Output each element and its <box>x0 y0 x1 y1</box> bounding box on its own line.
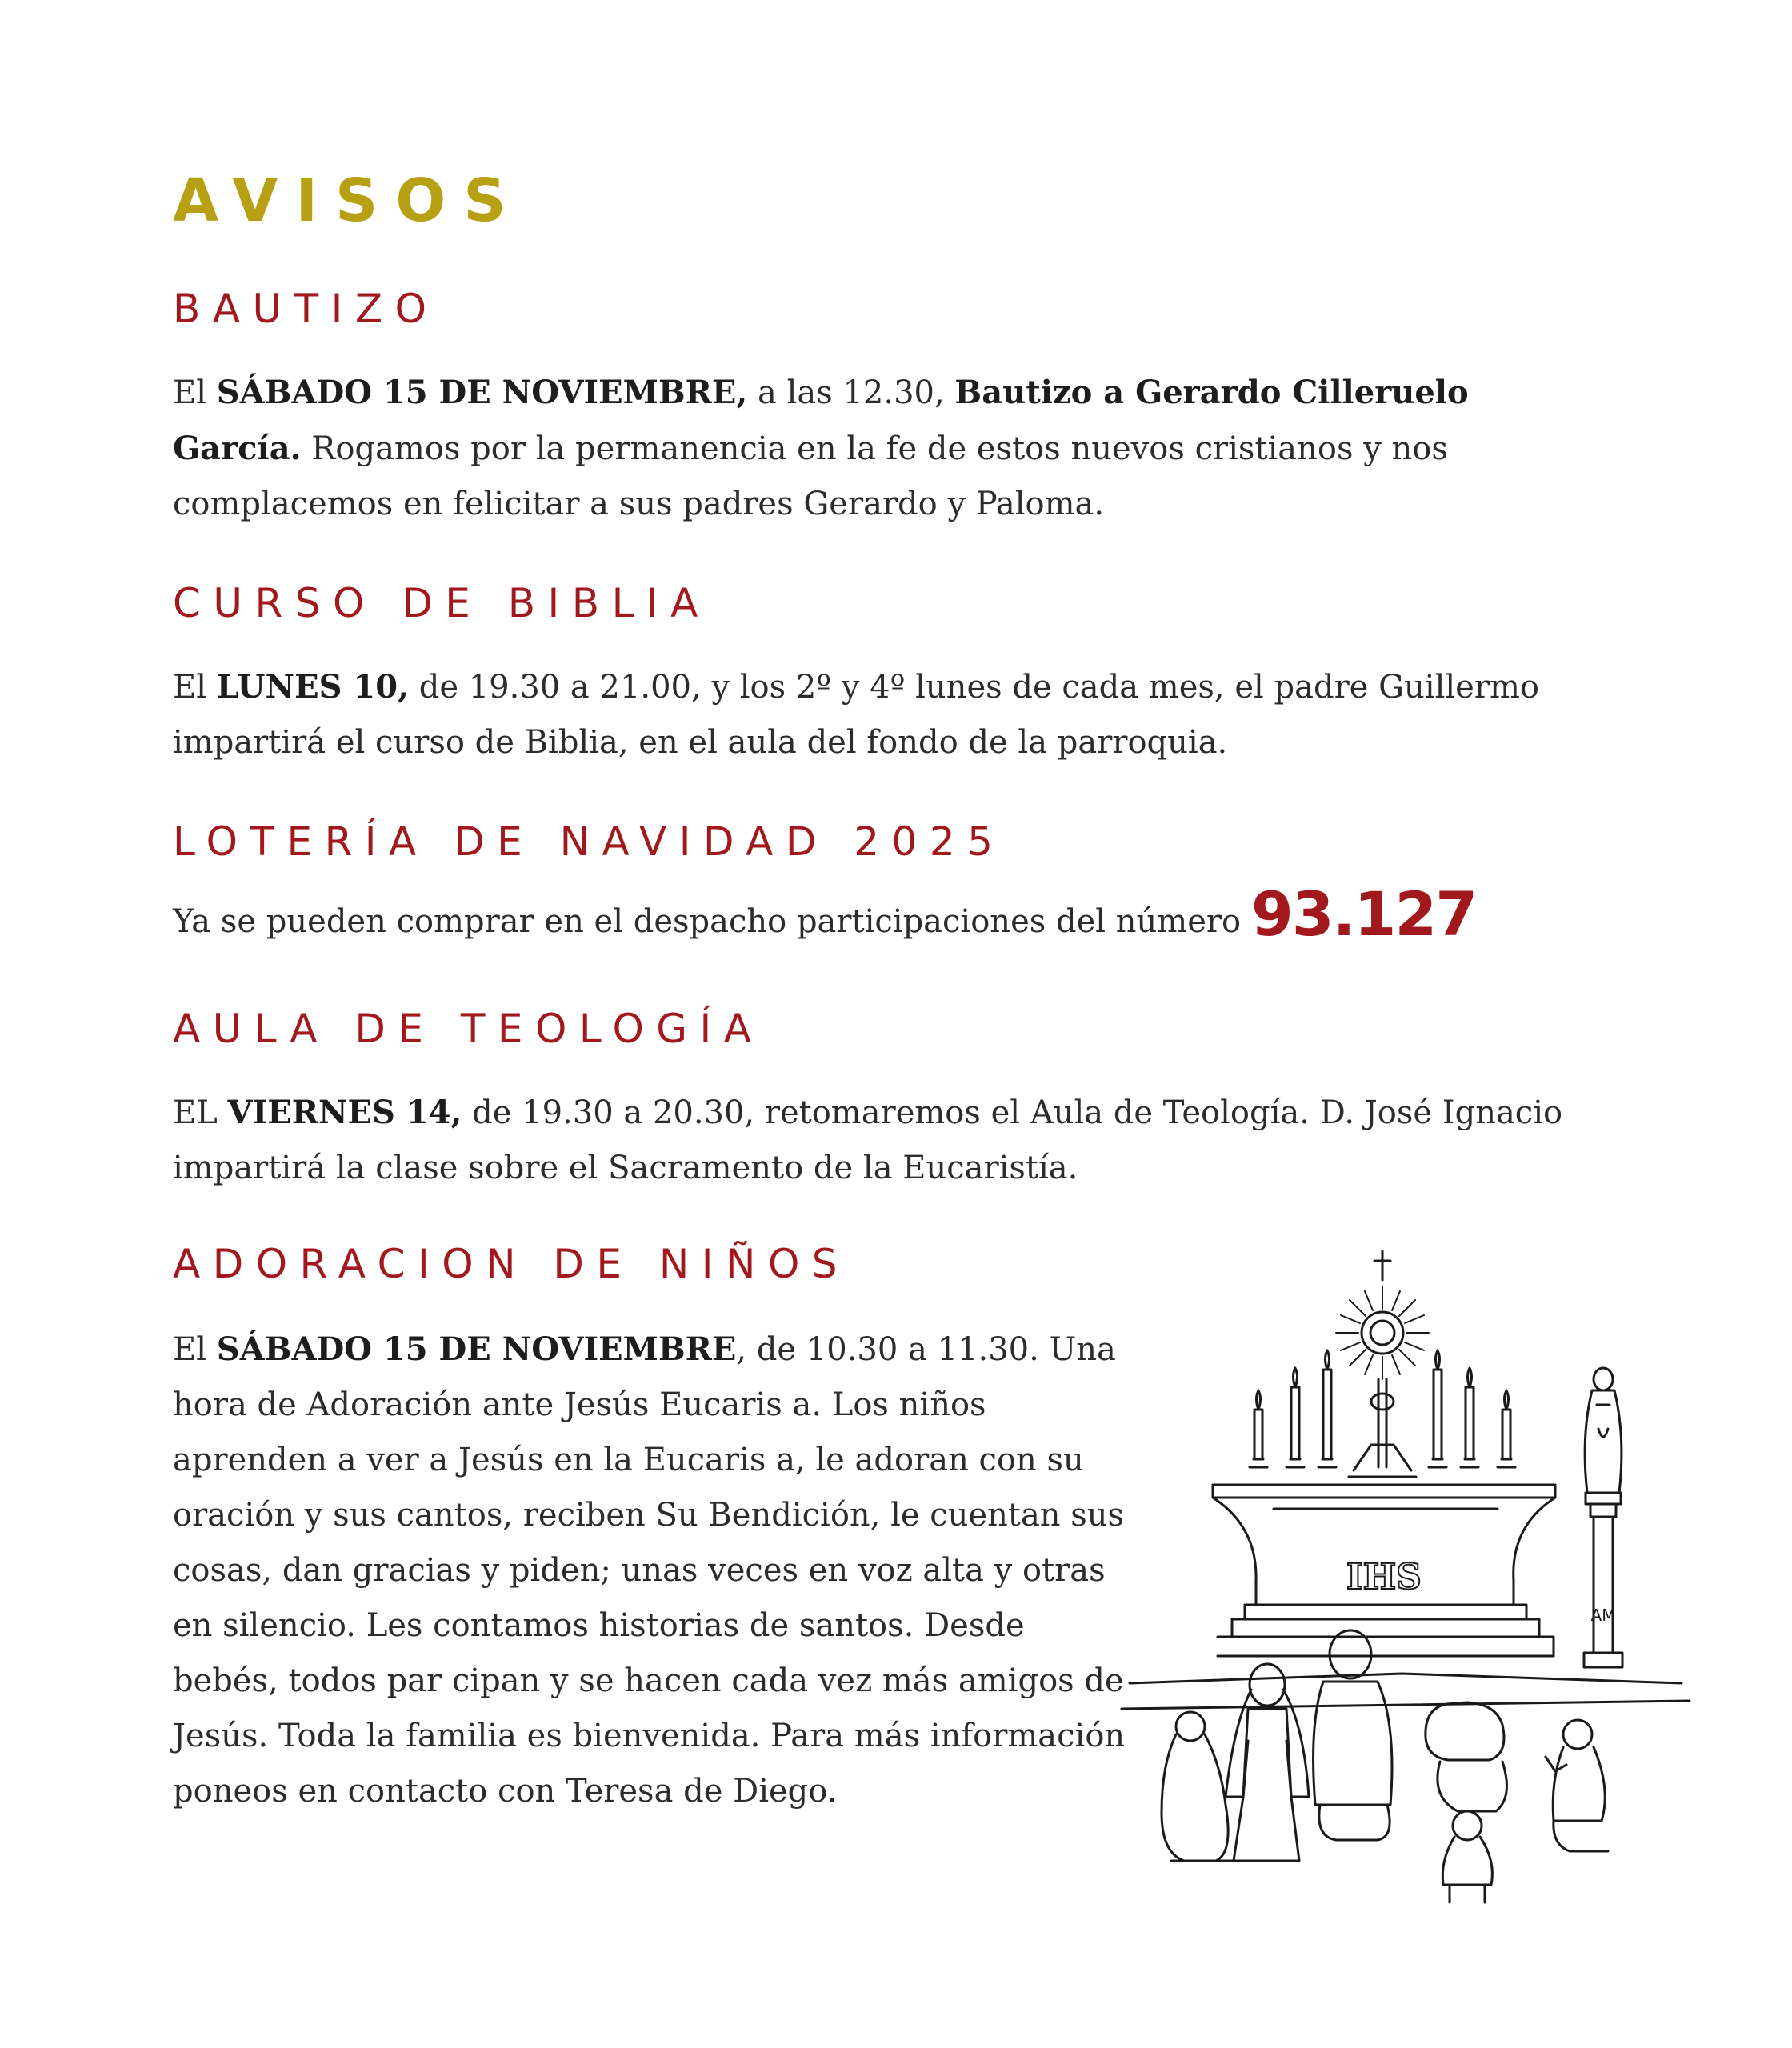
aula-text-1: EL <box>173 1094 228 1131</box>
paragraph-curso-biblia <box>173 659 1597 770</box>
adoracion-text-2: , de 10.30 a 11.30. Una hora de Adoración ante Jesús Eucaris a. Los niños aprenden a ver a Jesús en la Eucaris a, le adoran con su oración y sus cantos, reciben Su Bendición, le cuentan sus cosas, dan gracias y piden; unas veces en voz alta y otras en silencio. Les contamos historias de santos. Desde bebés, todos par cipan y se hacen cada vez más amigos de Jesús. Toda la familia es bienvenida. Para más información poneos en contacto con Teresa de Diego. <box>173 1331 1126 1810</box>
heading-curso-biblia: CURSO DE BIBLIA <box>173 580 710 626</box>
bautizo-text-3: Rogamos por la permanencia en la fe de estos nuevos cristianos y nos complacemos en felicitar a sus padres Gerardo y Paloma. <box>173 430 1448 522</box>
bautizo-text-1: El <box>173 374 217 411</box>
lottery-number: 93.127 <box>1250 878 1477 950</box>
bautizo-text-2: a las 12.30, <box>747 374 955 411</box>
heading-adoracion: ADORACION DE NIÑOS <box>173 1241 850 1287</box>
monstrance-icon <box>1336 1251 1429 1477</box>
aula-text-2: de 19.30 a 20.30, retomaremos el Aula de Teología. D. José Ignacio impartirá la clase sobre el Sacramento de la Eucaristía. <box>173 1094 1563 1186</box>
curso-text-1: El <box>173 669 217 706</box>
altar-inscription: IHS <box>1346 1557 1422 1598</box>
aula-date: VIERNES 14, <box>227 1094 462 1131</box>
curso-text-2: de 19.30 a 21.00, y los 2º y 4º lunes de cada mes, el padre Guillermo impartirá el curso de Biblia, en el aula del fondo de la parroquia. <box>173 669 1539 761</box>
page-title: AVISOS <box>173 166 524 235</box>
heading-bautizo: BAUTIZO <box>173 286 439 332</box>
heading-loteria: LOTERÍA DE NAVIDAD 2025 <box>173 818 1006 865</box>
loteria-text: Ya se pueden comprar en el despacho participaciones del número <box>173 903 1251 940</box>
adoracion-text-1: El <box>173 1331 217 1368</box>
paragraph-bautizo <box>173 365 1597 532</box>
adoracion-date: SÁBADO 15 DE NOVIEMBRE <box>216 1330 737 1368</box>
paragraph-adoracion <box>173 1322 1133 1819</box>
heading-aula-teologia: AULA DE TEOLOGÍA <box>173 1006 764 1052</box>
pillar-monogram: AM <box>1590 1606 1616 1625</box>
bautizo-date: SÁBADO 15 DE NOVIEMBRE, <box>216 374 748 411</box>
paragraph-aula-teologia <box>173 1085 1597 1196</box>
kneeling-children <box>1162 1630 1608 1902</box>
curso-date: LUNES 10, <box>216 668 409 706</box>
paragraph-loteria <box>173 878 1693 950</box>
bautizo-name: Bautizo a Gerardo Cilleruelo García. <box>173 374 1469 467</box>
adoration-illustration <box>1114 1245 1702 1910</box>
